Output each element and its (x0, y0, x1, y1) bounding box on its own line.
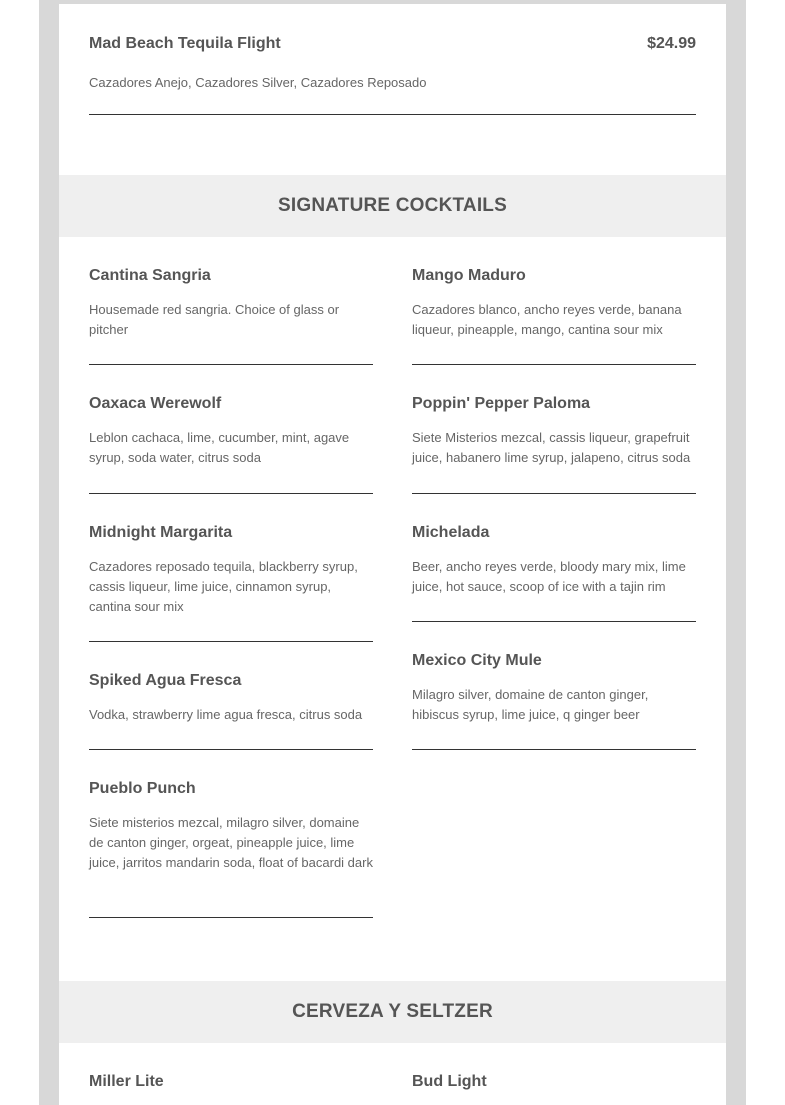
section-heading-signature-cocktails: SIGNATURE COCKTAILS (59, 175, 726, 237)
menu-item-mexico-city-mule (412, 650, 696, 725)
item-divider (89, 114, 696, 115)
item-name: Mexico City Mule (412, 652, 542, 669)
menu-item-michelada (412, 522, 696, 597)
item-description: Cazadores Anejo, Cazadores Silver, Cazadores Reposado (89, 75, 427, 90)
menu-item-cantina-sangria (89, 265, 373, 340)
item-name: Midnight Margarita (89, 524, 233, 541)
section-heading-cerveza-y-seltzer: CERVEZA Y SELTZER (59, 981, 726, 1043)
menu-item-oaxaca-werewolf (89, 393, 373, 468)
item-name: Michelada (412, 524, 490, 541)
item-name: Poppin' Pepper Paloma (412, 395, 591, 412)
item-divider (89, 749, 373, 750)
item-name: Mango Maduro (412, 267, 526, 284)
menu-item-spiked-agua-fresca (89, 670, 373, 725)
menu-item-pueblo-punch (89, 778, 373, 873)
item-description: Beer, ancho reyes verde, bloody mary mix, lime juice, hot sauce, scoop of ice with a tajin rim (412, 559, 686, 594)
item-name: Pueblo Punch (89, 780, 196, 797)
item-description: Cazadores reposado tequila, blackberry syrup, cassis liqueur, lime juice, cinnamon syrup, cantina sour mix (89, 559, 358, 614)
item-price: $24.99 (647, 35, 696, 52)
item-name: Spiked Agua Fresca (89, 672, 242, 689)
item-description: Vodka, strawberry lime agua fresca, citrus soda (89, 707, 363, 722)
menu-item-tequila-flight (89, 33, 696, 93)
item-divider (89, 641, 373, 642)
item-divider (412, 364, 696, 365)
menu-item-bud-light (412, 1071, 696, 1095)
menu-item-midnight-margarita (89, 522, 373, 617)
item-description: Milagro silver, domaine de canton ginger, hibiscus syrup, lime juice, q ginger beer (412, 687, 649, 722)
item-description: Leblon cachaca, lime, cucumber, mint, agave syrup, soda water, citrus soda (89, 430, 350, 465)
item-divider (412, 493, 696, 494)
item-name: Mad Beach Tequila Flight (89, 35, 281, 52)
menu-item-miller-lite (89, 1071, 373, 1095)
item-name: Bud Light (412, 1073, 487, 1090)
item-name: Miller Lite (89, 1073, 164, 1090)
item-divider (89, 493, 373, 494)
menu-item-mango-maduro (412, 265, 696, 340)
item-divider (89, 364, 373, 365)
item-divider (412, 621, 696, 622)
item-name: Oaxaca Werewolf (89, 395, 222, 412)
item-description: Siete misterios mezcal, milagro silver, domaine de canton ginger, orgeat, pineapple juice, lime juice, jarritos mandarin soda, float of bacardi dark (89, 815, 373, 870)
item-divider (412, 749, 696, 750)
menu-item-poppin-pepper-paloma (412, 393, 696, 468)
item-description: Siete Misterios mezcal, cassis liqueur, grapefruit juice, habanero lime syrup, jalapeno, citrus soda (412, 430, 691, 465)
item-description: Housemade red sangria. Choice of glass or pitcher (89, 302, 340, 337)
item-divider (89, 917, 373, 918)
item-description: Cazadores blanco, ancho reyes verde, banana liqueur, pineapple, mango, cantina sour mix (412, 302, 682, 337)
item-name: Cantina Sangria (89, 267, 211, 284)
